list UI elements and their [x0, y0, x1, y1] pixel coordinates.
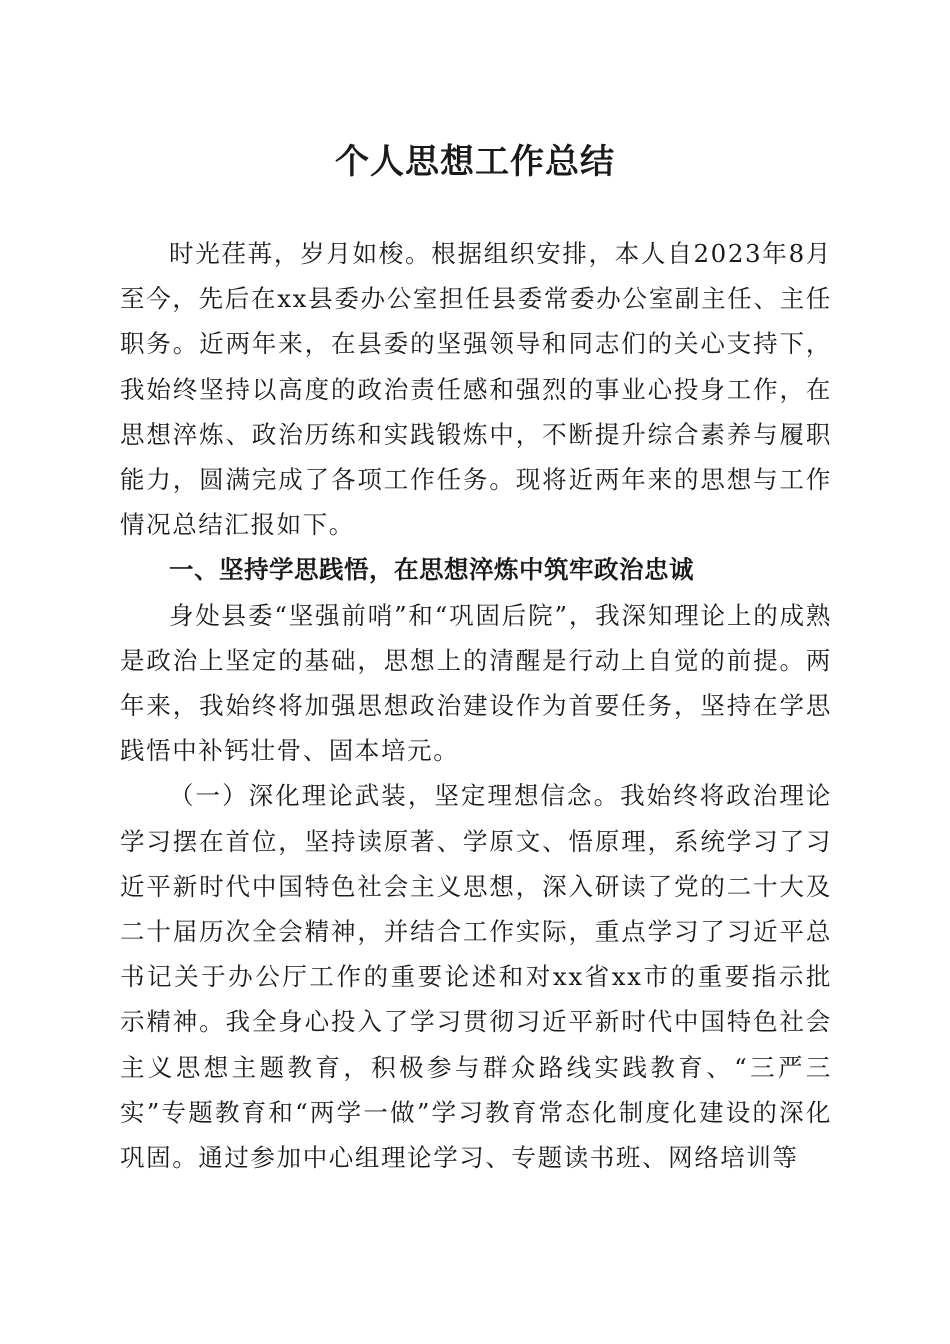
section-heading: 一、坚持学思践悟，在思想淬炼中筑牢政治忠诚 [169, 555, 694, 585]
section-paragraph: 身处县委“坚强前哨”和“巩固后院”，我深知理论上的成熟是政治上坚定的基础，思想上的清醒是行动上自觉的前提。两年来，我始终将加强思想政治建设作为首要任务，坚持在学思践悟中补钙壮骨、固本培元。 [120, 600, 832, 766]
intro-paragraph: 时光荏苒，岁月如梭。根据组织安排，本人自2023年8月至今，先后在xx县委办公室担任县委常委办公室副主任、主任职务。近两年来，在县委的坚强领导和同志们的关心支持下，我始终坚持以高度的政治责任感和强烈的事业心投身工作，在思想淬炼、政治历练和实践锻炼中，不断提升综合素养与履职能力，圆满完成了各项工作任务。现将近两年来的思想与工作情况总结汇报如下。 [120, 239, 832, 540]
subsection-text: 我始终将政治理论学习摆在首位，坚持读原著、学原文、悟原理，系统学习了习近平新时代中国特色社会主义思想，深入研读了党的二十大及二十届历次全会精神，并结合工作实际，重点学习了习近平总书记关于办公厅工作的重要论述和对xx省xx市的重要指示批示精神。我全身心投入了学习贯彻习近平新时代中国特色社会主义思想主题教育，积极参与群众路线实践教育、“三严三实”专题教育和“两学一做”学习教育常态化制度化建设的深化巩固。通过参加中心组理论学习、专题读书班、网络培训等 [120, 781, 832, 1173]
document-body [120, 231, 832, 1180]
subsection-paragraph [120, 773, 832, 1180]
subsection-heading: （一）深化理论武装，坚定理想信念。 [169, 781, 621, 811]
document-title: 个人思想工作总结 [335, 142, 615, 182]
